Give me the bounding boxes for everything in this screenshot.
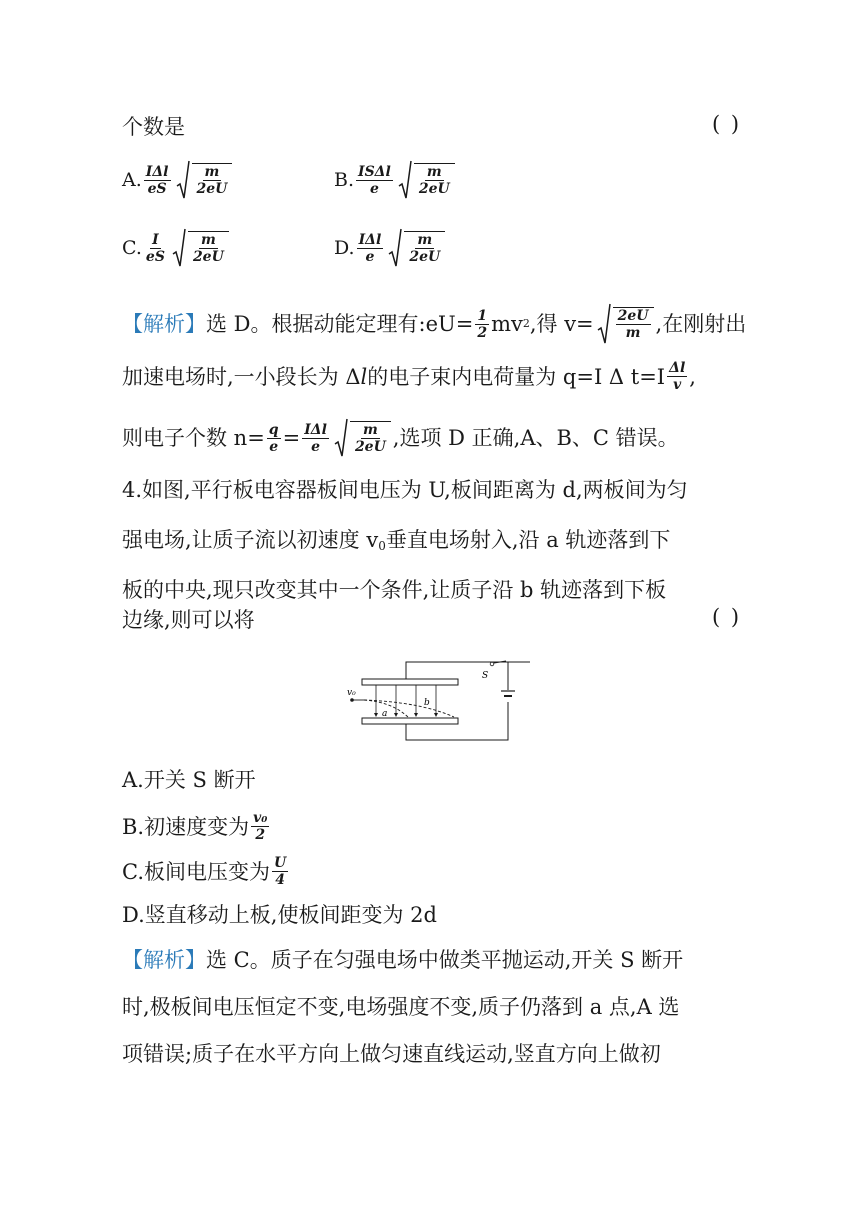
option-a bbox=[122, 160, 234, 200]
option-c-sqrt: $\frac{m}{2eU}$ bbox=[172, 228, 231, 268]
option-b bbox=[334, 160, 457, 200]
label-a: a bbox=[382, 709, 388, 719]
option-a-sqrt: $\frac{m}{2eU}$ bbox=[176, 160, 235, 200]
question-4-line-3: 板的中央,现只改变其中一个条件,让质子沿 b 轨迹落到下板 bbox=[122, 578, 667, 602]
q4-option-c: C.板间电压变为 $\frac{U}{4}$ bbox=[122, 855, 287, 888]
solution-3-line-1: 【解析】 选 D。根据动能定理有:eU= $\frac{1}{2}$ mv 2 ,得 v= $\frac{2eU}{m}$ ,在刚射出 bbox=[122, 303, 746, 345]
option-b-label: B. bbox=[334, 169, 355, 191]
question-4-line-2: 强电场,让质子流以初速度 $v_0$垂直电场射入,沿 a 轨迹落到下 bbox=[122, 528, 671, 553]
solution-4-line-3: 项错误;质子在水平方向上做匀速直线运动,竖直方向上做初 bbox=[122, 1042, 661, 1066]
capacitor-circuit-diagram bbox=[340, 660, 530, 742]
option-a-fraction: $\frac{\text{IΔl}}{eS}$ bbox=[145, 163, 169, 197]
solution-4-line-1: 【解析】选 C。质子在匀强电场中做类平抛运动,开关 S 断开 bbox=[122, 948, 684, 972]
q4-option-b: B.初速度变为 $\frac{\text{v₀}}{2}$ bbox=[122, 810, 268, 843]
option-b-sqrt: $\frac{m}{2eU}$ bbox=[398, 160, 457, 200]
solution-4-line-2: 时,极板间电压恒定不变,电场强度不变,质子仍落到 a 点,A 选 bbox=[122, 995, 680, 1019]
option-d-fraction: $\frac{\text{IΔl}}{e}$ bbox=[358, 231, 382, 265]
question-stem-end: 个数是 bbox=[122, 115, 185, 139]
answer-parenthesis: ( ) bbox=[712, 112, 742, 136]
analysis-tag-4: 【解析】 bbox=[122, 948, 206, 972]
q4-option-a: A.开关 S 断开 bbox=[122, 768, 256, 792]
label-s: S bbox=[482, 671, 489, 681]
option-d-sqrt: $\frac{m}{2eU}$ bbox=[388, 228, 447, 268]
question-4-line-4: 边缘,则可以将 bbox=[122, 608, 255, 632]
option-d bbox=[334, 228, 447, 268]
option-c bbox=[122, 228, 231, 268]
answer-parenthesis-4: ( ) bbox=[712, 605, 742, 629]
option-d-label: D. bbox=[334, 237, 355, 259]
analysis-tag: 【解析】 bbox=[122, 312, 206, 336]
option-a-label: A. bbox=[122, 169, 142, 191]
question-4-line-1: 4.如图,平行板电容器板间电压为 U,板间距离为 d,两板间为匀 bbox=[122, 478, 688, 502]
option-c-label: C. bbox=[122, 237, 142, 259]
q4-option-d: D.竖直移动上板,使板间距变为 2d bbox=[122, 903, 437, 927]
solution-3-line-2: 加速电场时,一小段长为 Δ l 的电子束内电荷量为 q=I Δ t=I $\frac{\Delta l}{v}$ , bbox=[122, 360, 696, 393]
option-b-fraction: $\frac{\text{ISΔl}}{e}$ bbox=[358, 163, 391, 197]
solution-3-line-3: 则电子个数 n= $\frac{q}{e}$ = $\frac{\text{IΔl}}{e}$ $\frac{m}{2eU}$ ,选项 D 正确,A、B、C 错误。 bbox=[122, 418, 679, 458]
option-c-fraction: $\frac{I}{eS}$ bbox=[145, 231, 165, 265]
label-v0: v₀ bbox=[347, 688, 356, 698]
label-b: b bbox=[424, 698, 430, 708]
